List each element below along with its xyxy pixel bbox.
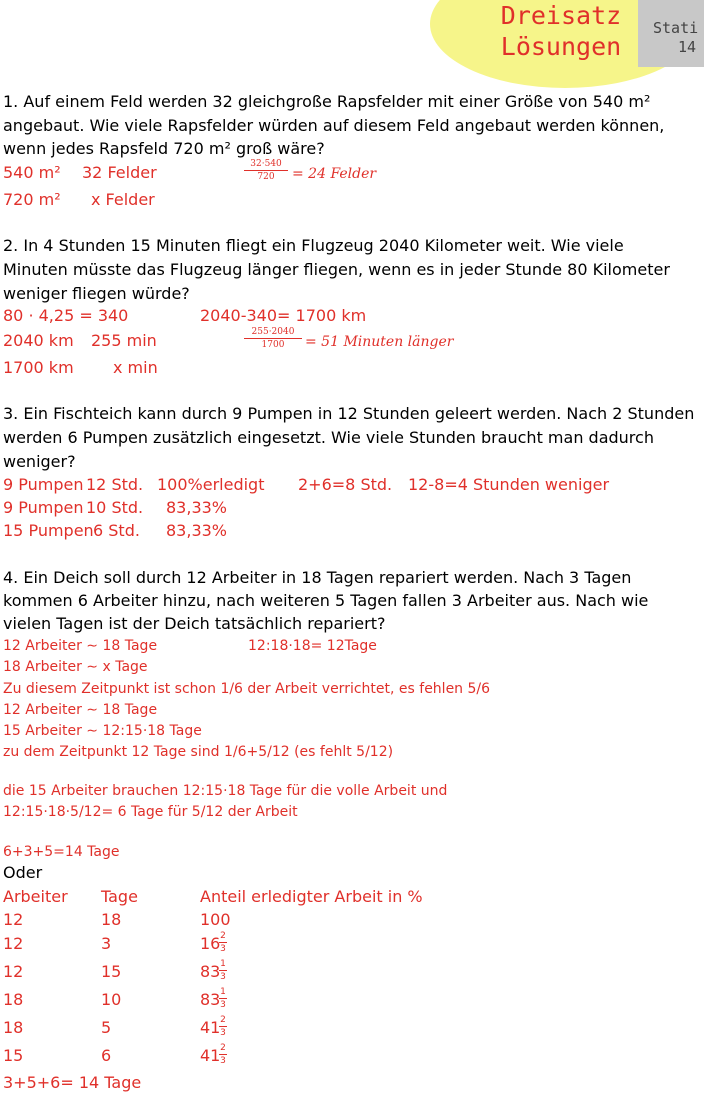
table-row-anteil bbox=[200, 931, 226, 954]
table-row-arbeiter: 18 bbox=[3, 990, 24, 1009]
anteil-numerator: 2 bbox=[220, 1043, 226, 1053]
p3-row1-result: 12-8=4 Stunden weniger bbox=[408, 475, 610, 494]
page-title bbox=[486, 0, 636, 62]
p4-line-6: zu dem Zeitpunkt 12 Tage sind 1/6+5/12 (es fehlt 5/12) bbox=[3, 744, 394, 760]
p2-answer-min-2: x min bbox=[113, 358, 158, 377]
p1-answer-area-2: 720 m² bbox=[3, 190, 61, 209]
p1-answer-area-1: 540 m² bbox=[3, 163, 61, 182]
anteil-denominator: 3 bbox=[220, 1028, 226, 1038]
table-header-anteil: Anteil erledigter Arbeit in % bbox=[200, 887, 423, 906]
anteil-numerator: 2 bbox=[220, 931, 226, 941]
table-row-tage: 10 bbox=[101, 990, 122, 1009]
p3-row1-hours: 12 Std. bbox=[86, 475, 144, 494]
table-row-anteil bbox=[200, 1043, 226, 1066]
table-row-anteil bbox=[200, 959, 226, 982]
p4-question-line-2: kommen 6 Arbeiter hinzu, nach weiteren 5 Tagen fallen 3 Arbeiter aus. Nach wie bbox=[3, 591, 649, 610]
p1-question-line-3: wenn jedes Rapsfeld 720 m² groß wäre? bbox=[3, 139, 325, 158]
p2-answer-line-1: 80 · 4,25 = 340 bbox=[3, 306, 129, 325]
p4-line-5: 15 Arbeiter ∼ 12:15·18 Tage bbox=[3, 723, 202, 739]
p1-fraction-numerator: 32·540 bbox=[250, 159, 282, 169]
anteil-denominator: 3 bbox=[220, 944, 226, 954]
anteil-numerator: 1 bbox=[220, 959, 226, 969]
p2-answer-km-1: 2040 km bbox=[3, 331, 74, 350]
p2-fraction-denominator: 1700 bbox=[261, 340, 285, 350]
table-row-anteil: 100 bbox=[200, 910, 231, 929]
p4-line-1-calc: 12:18·18= 12Tage bbox=[248, 638, 377, 654]
p4-question-line-3: vielen Tagen ist der Deich tatsächlich repariert? bbox=[3, 614, 386, 633]
anteil-whole: 83 bbox=[200, 962, 221, 981]
p4-question-line-1: 4. Ein Deich soll durch 12 Arbeiter in 18 Tagen repariert werden. Nach 3 Tagen bbox=[3, 568, 632, 587]
p3-row3-percent: 83,33% bbox=[166, 521, 228, 540]
p3-question-line-3: weniger? bbox=[3, 452, 76, 471]
p3-row3-hours: 6 Std. bbox=[93, 521, 140, 540]
anteil-whole: 83 bbox=[200, 990, 221, 1009]
p1-answer-fields-1: 32 Felder bbox=[82, 163, 157, 182]
p4-final-result: 3+5+6= 14 Tage bbox=[3, 1073, 142, 1092]
table-row-tage: 18 bbox=[101, 910, 122, 929]
table-row-tage: 3 bbox=[101, 934, 112, 953]
anteil-denominator: 3 bbox=[220, 972, 226, 982]
p3-row3-pumps: 15 Pumpen bbox=[3, 521, 94, 540]
anteil-whole: 41 bbox=[200, 1046, 221, 1065]
station-badge bbox=[638, 0, 704, 67]
anteil-numerator: 1 bbox=[220, 987, 226, 997]
p3-row1-percent: 100%erledigt bbox=[157, 475, 265, 494]
p3-row2-hours: 10 Std. bbox=[86, 498, 144, 517]
p2-answer-min-1: 255 min bbox=[91, 331, 157, 350]
table-row-arbeiter: 15 bbox=[3, 1046, 24, 1065]
title-line-2: Lösungen bbox=[500, 32, 622, 61]
p3-row1-sum: 2+6=8 Std. bbox=[298, 475, 393, 494]
p3-question-line-1: 3. Ein Fischteich kann durch 9 Pumpen in 12 Stunden geleert werden. Nach 2 Stunden bbox=[3, 404, 695, 423]
p3-question-line-2: werden 6 Pumpen zusätzlich eingesetzt. Wie viele Stunden braucht man dadurch bbox=[3, 428, 654, 447]
p1-question-line-1: 1. Auf einem Feld werden 32 gleichgroße Rapsfelder mit einer Größe von 540 m² bbox=[3, 92, 651, 111]
anteil-whole: 41 bbox=[200, 1018, 221, 1037]
p1-fraction-denominator: 720 bbox=[257, 172, 275, 182]
p3-row1-pumps: 9 Pumpen bbox=[3, 475, 84, 494]
p1-answer-fields-2: x Felder bbox=[91, 190, 155, 209]
p2-fraction bbox=[244, 327, 302, 353]
table-row-anteil bbox=[200, 1015, 226, 1038]
anteil-numerator: 2 bbox=[220, 1015, 226, 1025]
table-row-arbeiter: 12 bbox=[3, 910, 24, 929]
p1-fraction bbox=[244, 159, 288, 185]
table-row-tage: 15 bbox=[101, 962, 122, 981]
table-row-arbeiter: 12 bbox=[3, 962, 24, 981]
table-row-arbeiter: 12 bbox=[3, 934, 24, 953]
p3-row2-pumps: 9 Pumpen bbox=[3, 498, 84, 517]
p2-question-line-1: 2. In 4 Stunden 15 Minuten fliegt ein Flugzeug 2040 Kilometer weit. Wie viele bbox=[3, 236, 624, 255]
p4-oder: Oder bbox=[3, 863, 43, 882]
p4-line-8: 12:15·18·5/12= 6 Tage für 5/12 der Arbeit bbox=[3, 804, 298, 820]
table-row-tage: 5 bbox=[101, 1018, 112, 1037]
p2-answer-km-2: 1700 km bbox=[3, 358, 74, 377]
p2-question-line-2: Minuten müsste das Flugzeug länger fliegen, wenn es in jeder Stunde 80 Kilometer bbox=[3, 260, 670, 279]
title-line-1: Dreisatz bbox=[500, 1, 622, 30]
p4-line-2: 18 Arbeiter ∼ x Tage bbox=[3, 659, 148, 675]
anteil-denominator: 3 bbox=[220, 1056, 226, 1066]
anteil-denominator: 3 bbox=[220, 1000, 226, 1010]
table-row-tage: 6 bbox=[101, 1046, 112, 1065]
p2-answer-subtraction: 2040-340= 1700 km bbox=[200, 306, 367, 325]
table-header-tage: Tage bbox=[101, 887, 138, 906]
p4-line-4: 12 Arbeiter ∼ 18 Tage bbox=[3, 702, 158, 718]
p2-question-line-3: weniger fliegen würde? bbox=[3, 284, 190, 303]
p1-result: = 24 Felder bbox=[292, 166, 377, 182]
table-row-arbeiter: 18 bbox=[3, 1018, 24, 1037]
anteil-whole: 16 bbox=[200, 934, 221, 953]
station-number: 14 bbox=[678, 38, 697, 56]
p2-result: = 51 Minuten länger bbox=[305, 334, 454, 350]
p3-row2-percent: 83,33% bbox=[166, 498, 228, 517]
p1-question-line-2: angebaut. Wie viele Rapsfelder würden auf diesem Feld angebaut werden können, bbox=[3, 116, 665, 135]
station-label: Stati bbox=[653, 19, 699, 37]
table-header-arbeiter: Arbeiter bbox=[3, 887, 68, 906]
p4-line-3: Zu diesem Zeitpunkt ist schon 1/6 der Arbeit verrichtet, es fehlen 5/6 bbox=[3, 681, 491, 697]
p4-line-9: 6+3+5=14 Tage bbox=[3, 844, 120, 860]
p2-fraction-numerator: 255·2040 bbox=[251, 327, 295, 337]
p4-line-1: 12 Arbeiter ∼ 18 Tage bbox=[3, 638, 158, 654]
p4-line-7: die 15 Arbeiter brauchen 12:15·18 Tage für die volle Arbeit und bbox=[3, 783, 448, 799]
table-row-anteil bbox=[200, 987, 226, 1010]
